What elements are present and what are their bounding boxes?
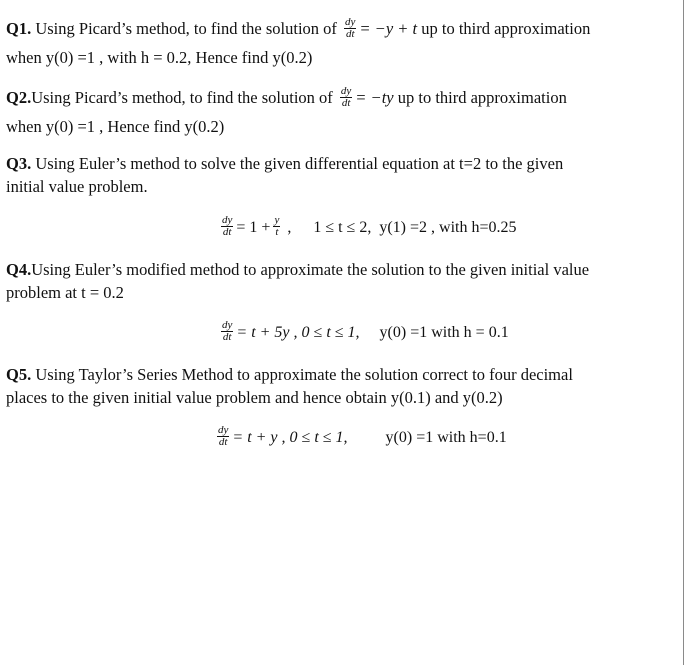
q3-number: Q3. xyxy=(6,154,32,173)
q4-line-2: problem at t = 0.2 xyxy=(6,283,124,302)
q3-derivative xyxy=(221,215,233,238)
q3-eq-range: 1 ≤ t ≤ 2, xyxy=(313,219,372,237)
q2-text-b: up to third approximation xyxy=(393,88,567,107)
q4-equation xyxy=(218,319,509,345)
q2-line-2: when y(0) =1 , Hence find y(0.2) xyxy=(6,117,225,136)
q2-frac-num: dy xyxy=(340,84,352,97)
q1-equation: = −y + t xyxy=(359,19,418,38)
q2-line-1 xyxy=(6,84,567,111)
q1-derivative xyxy=(344,17,356,40)
q4-frac-num: dy xyxy=(222,319,233,331)
q3-eq-comma: , xyxy=(283,219,292,237)
q5-eq-condition: y(0) =1 with h=0.1 xyxy=(385,429,507,447)
q5-derivative xyxy=(217,425,229,448)
q3-line-2: initial value problem. xyxy=(6,177,148,196)
q1-frac-den: dt xyxy=(345,27,355,40)
page-edge-rule xyxy=(683,0,684,665)
q5-frac-den: dt xyxy=(218,436,228,448)
q4-frac-den: dt xyxy=(222,331,232,343)
q3-frac-den: dt xyxy=(222,226,232,238)
q1-line-2: when y(0) =1 , with h = 0.2, Hence find y(0.2) xyxy=(6,48,313,67)
q4-number: Q4. xyxy=(6,260,32,279)
q5-number: Q5. xyxy=(6,365,32,384)
q1-line-1 xyxy=(6,15,591,42)
q2-equation: = −ty xyxy=(355,88,394,107)
q2-frac-den: dt xyxy=(341,96,351,109)
q5-frac-num: dy xyxy=(218,424,229,436)
q5-eq-rhs: = t + y , 0 ≤ t ≤ 1, xyxy=(232,429,348,447)
q5-equation xyxy=(214,424,507,450)
q4-eq-condition: y(0) =1 with h = 0.1 xyxy=(379,324,509,342)
q3-text-a: Using Euler’s method to solve the given differential equation at t=2 to the given xyxy=(31,154,564,173)
q1-text-b: up to third approximation xyxy=(417,19,591,38)
q5-text-a: Using Taylor’s Series Method to approximate the solution correct to four decimal xyxy=(31,365,573,384)
q4-text-a: Using Euler’s modified method to approximate the solution to the given initial value xyxy=(31,260,590,279)
q5-line-2: places to the given initial value problem and hence obtain y(0.1) and y(0.2) xyxy=(6,388,503,407)
q4-eq-rhs: = t + 5y , 0 ≤ t ≤ 1, xyxy=(236,324,360,342)
q1-text-a: Using Picard’s method, to find the solution of xyxy=(31,19,342,38)
q1-number: Q1. xyxy=(6,19,32,38)
q3-eq-condition: y(1) =2 , with h=0.25 xyxy=(379,219,517,237)
q3-y-over-t xyxy=(273,215,280,238)
q4-line-1 xyxy=(6,259,589,281)
q3-frac-num: dy xyxy=(222,214,233,226)
q3-frac2-num: y xyxy=(274,214,280,226)
q3-eq-mid: = 1 + xyxy=(236,219,271,237)
q5-line-1 xyxy=(6,364,573,386)
q3-equation xyxy=(218,214,517,240)
q1-frac-num: dy xyxy=(345,15,356,28)
q2-number: Q2. xyxy=(6,88,32,107)
q3-frac2-den: t xyxy=(275,226,279,238)
q2-derivative xyxy=(340,86,352,109)
q3-line-1 xyxy=(6,153,563,175)
q4-derivative xyxy=(221,320,233,343)
q2-text-a: Using Picard’s method, to find the solution of xyxy=(31,88,337,107)
